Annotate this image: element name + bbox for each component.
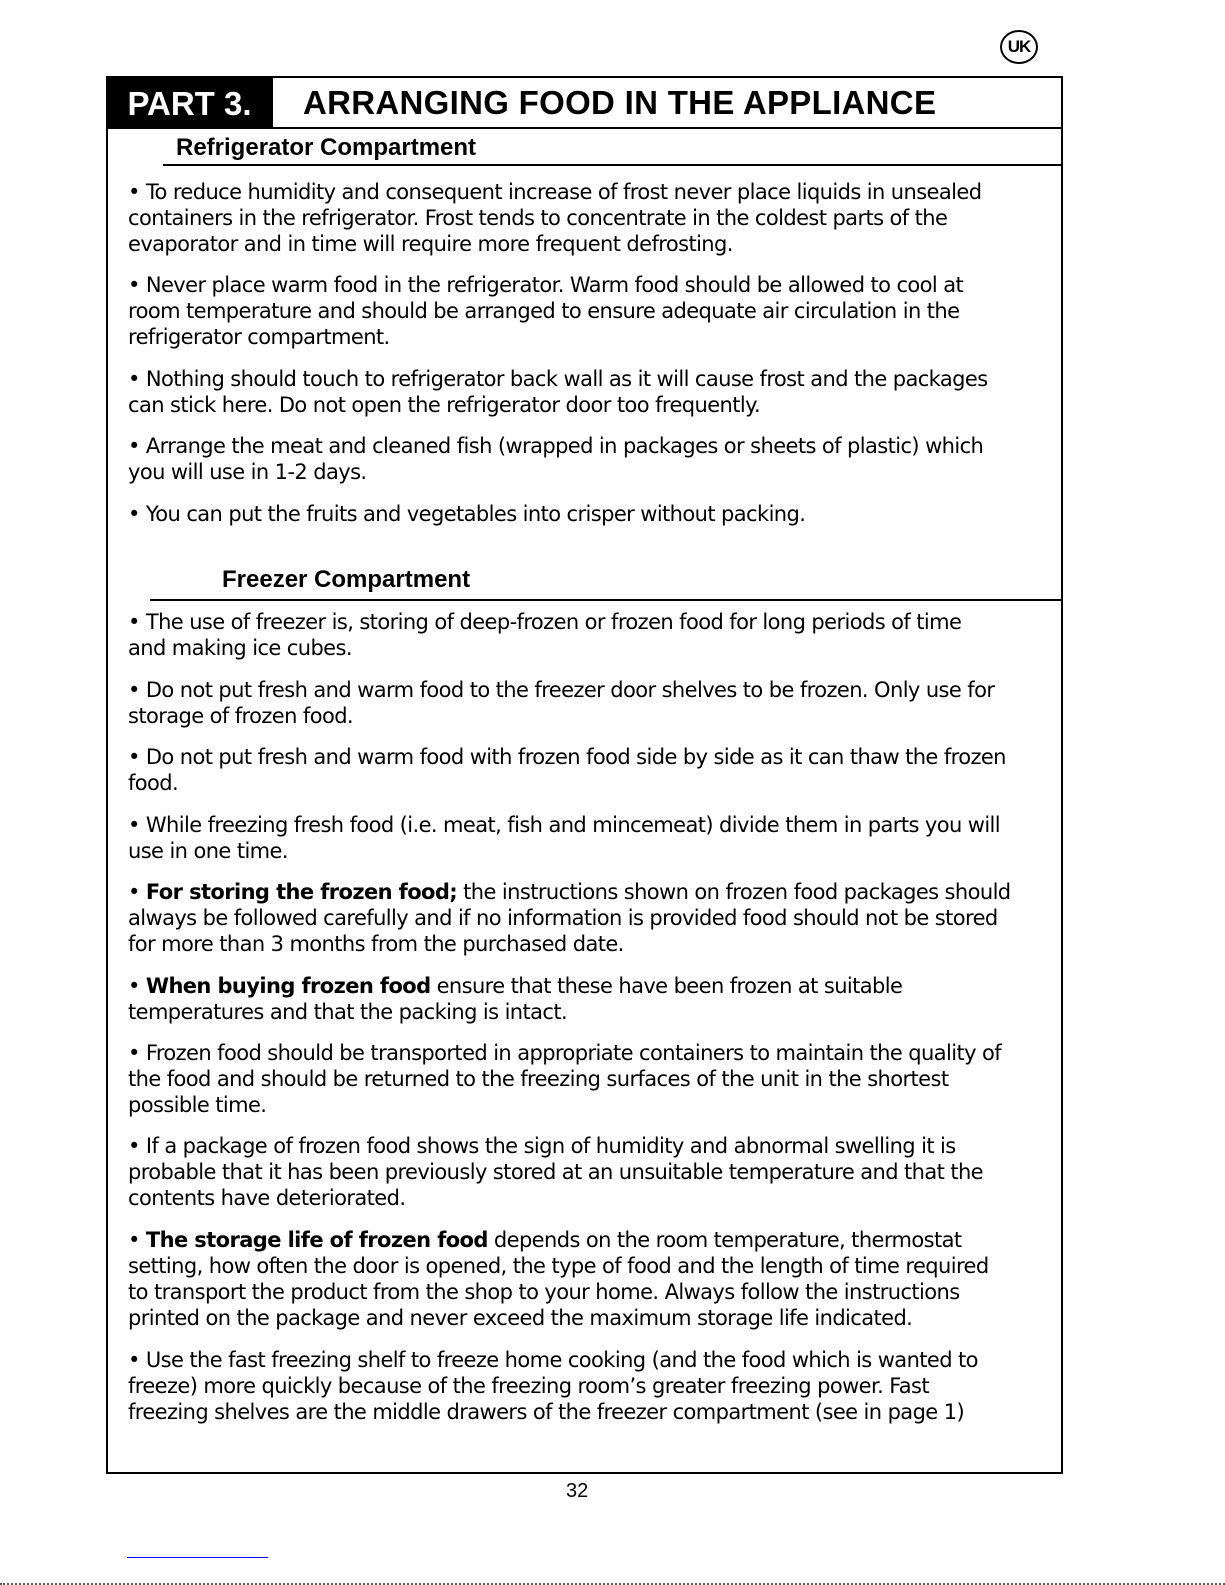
freezer-paragraph bbox=[128, 973, 902, 1025]
freezer-heading: Freezer Compartment bbox=[222, 566, 471, 593]
paragraph-line: always be followed carefully and if no information is provided food should not be stored bbox=[128, 906, 998, 930]
paragraph-line: • The storage life of frozen food depends on the room temperature, thermostat bbox=[128, 1228, 962, 1252]
paragraph-line: possible time. bbox=[128, 1093, 267, 1117]
freezer-paragraph bbox=[128, 609, 961, 661]
part-label: PART 3. bbox=[106, 76, 273, 129]
paragraph-line: storage of frozen food. bbox=[128, 704, 354, 728]
freezer-paragraph bbox=[128, 677, 994, 729]
freezer-paragraph bbox=[128, 879, 1011, 957]
paragraph-line: • If a package of frozen food shows the sign of humidity and abnormal swelling it is bbox=[128, 1134, 956, 1158]
refrigerator-paragraph bbox=[128, 501, 805, 527]
paragraph-line: can stick here. Do not open the refrigerator door too frequently. bbox=[128, 393, 761, 417]
paragraph-line: printed on the package and never exceed the maximum storage life indicated. bbox=[128, 1306, 913, 1330]
paragraph-line: • Use the fast freezing shelf to freeze home cooking (and the food which is wanted to bbox=[128, 1348, 978, 1372]
paragraph-line: the food and should be returned to the freezing surfaces of the unit in the shortest bbox=[128, 1067, 949, 1091]
freezer-paragraph bbox=[128, 1133, 983, 1211]
line-text: the instructions shown on frozen food packages should bbox=[457, 880, 1011, 904]
paragraph-line: • Never place warm food in the refrigerator. Warm food should be allowed to cool at bbox=[128, 273, 964, 297]
paragraph-line: evaporator and in time will require more frequent defrosting. bbox=[128, 232, 733, 256]
page-title: ARRANGING FOOD IN THE APPLIANCE bbox=[303, 84, 937, 121]
header-divider bbox=[106, 127, 1062, 129]
paragraph-line: for more than 3 months from the purchased date. bbox=[128, 932, 624, 956]
page-number: 32 bbox=[566, 1480, 589, 1502]
paragraph-line: containers in the refrigerator. Frost tends to concentrate in the coldest parts of the bbox=[128, 206, 948, 230]
freezer-paragraph bbox=[128, 812, 1000, 864]
freezer-paragraph bbox=[128, 744, 1006, 796]
paragraph-line: contents have deteriorated. bbox=[128, 1186, 406, 1210]
paragraph-line: • To reduce humidity and consequent increase of frost never place liquids in unsealed bbox=[128, 180, 982, 204]
bold-lead: When buying frozen food bbox=[145, 974, 431, 998]
paragraph-line: to transport the product from the shop to your home. Always follow the instructions bbox=[128, 1280, 960, 1304]
refrigerator-paragraph bbox=[128, 272, 963, 350]
refrigerator-heading-rule bbox=[163, 164, 1062, 166]
paragraph-line: room temperature and should be arranged to ensure adequate air circulation in the bbox=[128, 299, 960, 323]
paragraph-line: use in one time. bbox=[128, 839, 288, 863]
freezer-heading-rule bbox=[150, 599, 1062, 601]
paragraph-line: • For storing the frozen food; the instructions shown on frozen food packages should bbox=[128, 880, 1011, 904]
bold-lead: For storing the frozen food; bbox=[145, 880, 458, 904]
paragraph-line: freeze) more quickly because of the freezing room’s greater freezing power. Fast bbox=[128, 1374, 930, 1398]
paragraph-line: • Do not put fresh and warm food to the freezer door shelves to be frozen. Only use for bbox=[128, 678, 995, 702]
refrigerator-heading: Refrigerator Compartment bbox=[176, 134, 477, 161]
paragraph-line: • Arrange the meat and cleaned fish (wrapped in packages or sheets of plastic) which bbox=[128, 434, 984, 458]
bold-lead: The storage life of frozen food bbox=[145, 1228, 488, 1252]
paragraph-line: • Frozen food should be transported in appropriate containers to maintain the quality of bbox=[128, 1041, 1002, 1065]
paragraph-line: probable that it has been previously stored at an unsuitable temperature and that the bbox=[128, 1160, 984, 1184]
paragraph-line: and making ice cubes. bbox=[128, 636, 352, 660]
paragraph-line: freezing shelves are the middle drawers of the freezer compartment (see in page 1) bbox=[128, 1400, 965, 1424]
paragraph-line: setting, how often the door is opened, the type of food and the length of time required bbox=[128, 1254, 989, 1278]
refrigerator-paragraph bbox=[128, 433, 983, 485]
freezer-paragraph bbox=[128, 1347, 978, 1425]
freezer-paragraph bbox=[128, 1040, 1001, 1118]
paragraph-line: • Do not put fresh and warm food with frozen food side by side as it can thaw the frozen bbox=[128, 745, 1006, 769]
refrigerator-paragraph bbox=[128, 366, 988, 418]
freezer-paragraph bbox=[128, 1227, 989, 1331]
paragraph-line: • The use of freezer is, storing of deep-frozen or frozen food for long periods of time bbox=[128, 610, 962, 634]
paragraph-line: temperatures and that the packing is intact. bbox=[128, 1000, 568, 1024]
paragraph-line: food. bbox=[128, 771, 179, 795]
line-text: depends on the room temperature, thermostat bbox=[487, 1228, 962, 1252]
line-text: ensure that these have been frozen at suitable bbox=[430, 974, 903, 998]
paragraph-line: refrigerator compartment. bbox=[128, 325, 390, 349]
paragraph-line: • While freezing fresh food (i.e. meat, fish and mincemeat) divide them in parts you will bbox=[128, 813, 1001, 837]
link-underline[interactable] bbox=[127, 1557, 268, 1558]
paragraph-line: you will use in 1-2 days. bbox=[128, 460, 367, 484]
uk-language-badge: UK bbox=[1000, 30, 1038, 64]
refrigerator-paragraph bbox=[128, 179, 981, 257]
paragraph-line: • When buying frozen food ensure that these have been frozen at suitable bbox=[128, 974, 903, 998]
paragraph-line: • You can put the fruits and vegetables into crisper without packing. bbox=[128, 502, 806, 526]
paragraph-line: • Nothing should touch to refrigerator back wall as it will cause frost and the packages bbox=[128, 367, 988, 391]
